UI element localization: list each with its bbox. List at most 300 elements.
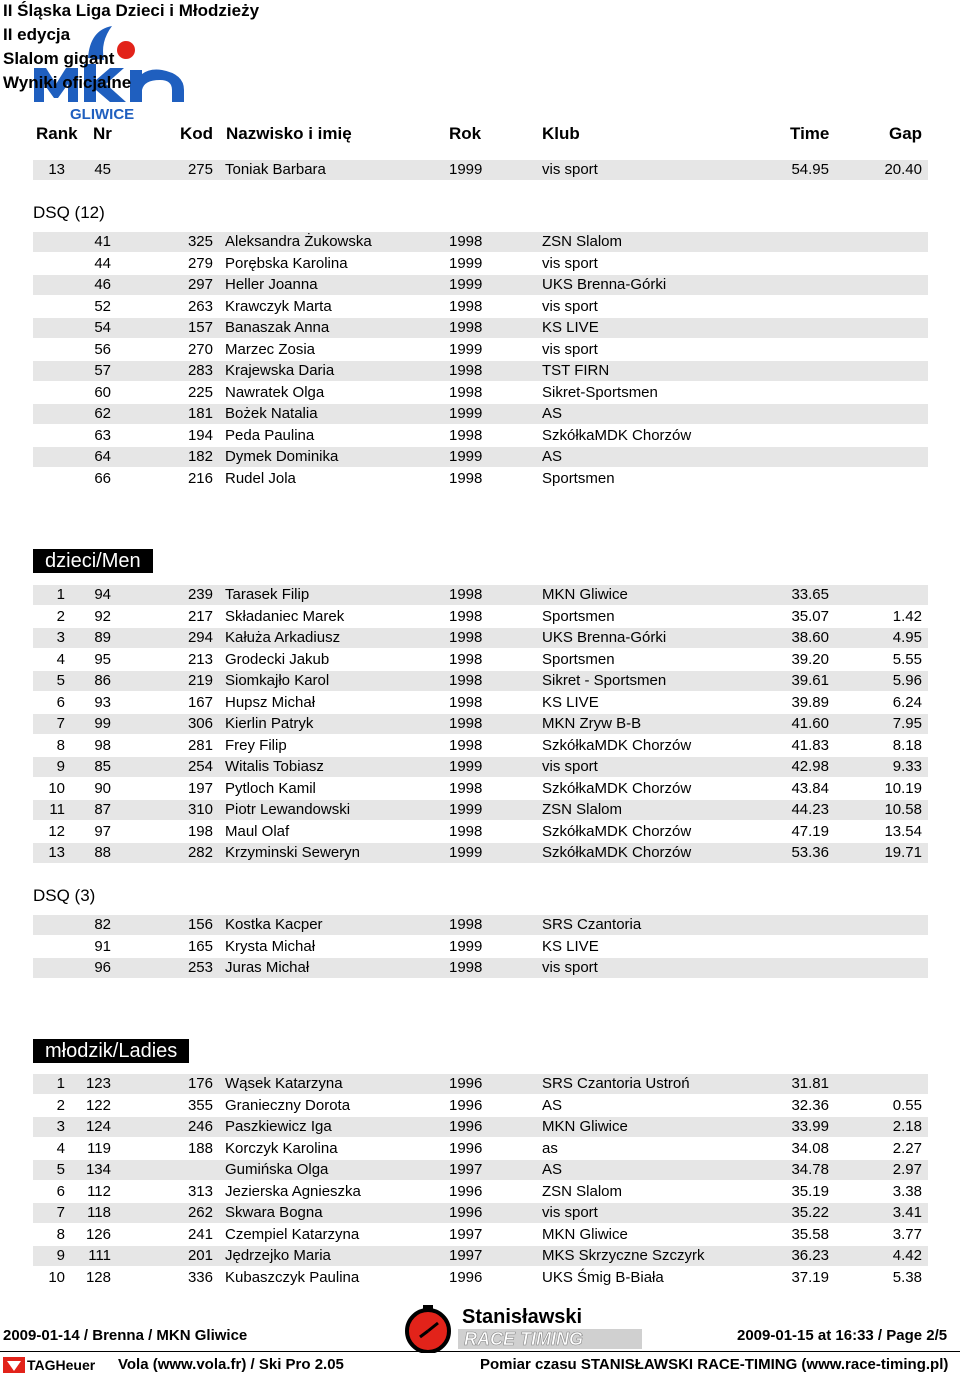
table-row: [33, 937, 928, 957]
cell-rok: 1996: [449, 1075, 483, 1092]
cell-kod: 283: [187, 362, 213, 379]
cell-kod: 194: [187, 426, 213, 444]
cell-time: 38.60: [791, 629, 829, 646]
table-row: [33, 160, 928, 180]
title-line-2: II edycja: [3, 25, 71, 44]
cell-name: Frey Filip: [225, 736, 287, 754]
cell-nr: 119: [87, 1139, 111, 1157]
cell-time: 42.98: [791, 758, 829, 775]
cell-klub: SRS Czantoria Ustroń: [542, 1075, 690, 1092]
table-row: [33, 736, 928, 756]
cell-kod: 176: [187, 1075, 213, 1092]
cell-name: Dymek Dominika: [225, 448, 339, 465]
table-row: [33, 469, 928, 489]
cell-kod: 201: [187, 1247, 213, 1264]
cell-klub: AS: [542, 448, 563, 465]
table-row: [33, 779, 928, 799]
cell-klub: Sikret - Sportsmen: [542, 672, 667, 689]
cell-nr: 41: [94, 233, 111, 250]
cell-klub: KS LIVE: [542, 937, 599, 955]
cell-time: 34.08: [791, 1139, 829, 1157]
cell-nr: 82: [94, 916, 111, 933]
cell-rok: 1996: [449, 1118, 483, 1135]
cell-rank: 10: [48, 1268, 65, 1286]
cell-name: Toniak Barbara: [225, 161, 326, 178]
cell-name: Banaszak Anna: [225, 319, 330, 336]
footer-event-info: 2009-01-14 / Brenna / MKN Gliwice: [3, 1327, 248, 1344]
cell-gap: 20.40: [884, 161, 922, 178]
cell-name: Hupsz Michał: [225, 693, 316, 711]
cell-nr: 62: [94, 405, 111, 422]
cell-time: 31.81: [791, 1075, 829, 1092]
table-row: [33, 822, 928, 842]
table-row: [33, 1096, 928, 1116]
cell-time: 35.19: [791, 1182, 829, 1200]
cell-klub: AS: [542, 405, 563, 422]
cell-time: 39.61: [791, 672, 829, 689]
table-row: [33, 383, 928, 403]
cell-rank: 2: [56, 607, 65, 625]
cell-name: Siomkajło Karol: [225, 672, 330, 689]
cell-klub: vis sport: [542, 161, 598, 178]
cell-nr: 89: [94, 629, 111, 646]
cell-time: 41.60: [791, 715, 829, 732]
cell-gap: 3.41: [892, 1204, 922, 1221]
cell-nr: 96: [94, 959, 111, 976]
cell-gap: 2.97: [892, 1161, 922, 1178]
cell-nr: 45: [94, 161, 111, 178]
cell-rank: 11: [49, 801, 65, 818]
cell-nr: 64: [94, 448, 111, 465]
cell-rok: 1999: [449, 801, 483, 818]
table-row: [33, 275, 928, 295]
cell-klub: TST FIRN: [542, 362, 610, 379]
table-row: [33, 607, 928, 627]
cell-gap: 10.58: [884, 801, 922, 818]
cell-nr: 94: [94, 586, 111, 603]
cell-time: 39.20: [791, 650, 829, 668]
cell-time: 35.22: [791, 1204, 829, 1221]
cell-rok: 1998: [449, 916, 483, 933]
cell-time: 33.99: [791, 1118, 829, 1135]
cell-name: Granieczny Dorota: [225, 1096, 351, 1114]
cell-kod: 167: [187, 693, 213, 711]
cell-kod: 254: [187, 758, 213, 775]
section-title-men: dzieci/Men: [33, 549, 153, 573]
cell-name: Czempiel Katarzyna: [225, 1225, 360, 1243]
cell-name: Krajewska Daria: [225, 362, 335, 379]
footer-rule: [0, 1351, 960, 1352]
cell-nr: 98: [94, 736, 111, 754]
cell-kod: 219: [187, 672, 213, 689]
cell-rok: 1997: [449, 1161, 483, 1178]
table-row: [33, 915, 928, 935]
cell-kod: 181: [187, 405, 213, 422]
cell-gap: 13.54: [884, 822, 922, 840]
cell-kod: 310: [187, 801, 213, 818]
cell-rank: 2: [56, 1096, 65, 1114]
cell-rok: 1996: [449, 1139, 483, 1157]
cell-rank: 4: [56, 1139, 65, 1157]
cell-name: Kałuża Arkadiusz: [225, 629, 341, 646]
cell-nr: 97: [94, 822, 111, 840]
cell-klub: SzkółkaMDK Chorzów: [542, 779, 692, 797]
cell-kod: 182: [187, 448, 213, 465]
rt-logo-bottom: RACE TIMING: [464, 1329, 583, 1349]
cell-name: Jezierska Agnieszka: [225, 1182, 361, 1200]
table-row: [33, 757, 928, 777]
cell-name: Gumińska Olga: [225, 1161, 329, 1178]
cell-klub: vis sport: [542, 758, 598, 775]
cell-klub: UKS Śmig B-Biała: [542, 1268, 664, 1286]
cell-klub: ZSN Slalom: [542, 1182, 623, 1200]
cell-nr: 92: [94, 607, 111, 625]
cell-gap: 7.95: [892, 715, 922, 732]
cell-rok: 1997: [449, 1225, 483, 1243]
cell-kod: 197: [187, 779, 213, 797]
cell-kod: 216: [187, 469, 213, 487]
cell-rok: 1999: [449, 276, 483, 293]
col-kod: Kod: [180, 124, 214, 143]
cell-name: Piotr Lewandowski: [225, 801, 351, 818]
col-rank: Rank: [36, 124, 78, 143]
cell-nr: 56: [94, 340, 111, 358]
cell-nr: 124: [85, 1118, 111, 1135]
cell-rank: 5: [56, 672, 65, 689]
cell-rank: 13: [48, 844, 65, 861]
cell-klub: SRS Czantoria: [542, 916, 642, 933]
cell-gap: 19.71: [884, 844, 922, 861]
cell-kod: 313: [187, 1182, 213, 1200]
cell-nr: 46: [94, 276, 111, 293]
table-row: [33, 297, 928, 317]
cell-rok: 1998: [449, 693, 483, 711]
cell-name: Rudel Jola: [225, 469, 296, 487]
table-row: [33, 800, 928, 820]
cell-kod: 253: [187, 959, 213, 976]
cell-name: Kubaszczyk Paulina: [225, 1268, 360, 1286]
cell-rok: 1998: [449, 650, 483, 668]
rt-logo-top: Stanisławski: [462, 1306, 583, 1328]
cell-time: 41.83: [791, 736, 829, 754]
cell-time: 37.19: [791, 1268, 829, 1286]
cell-klub: ZSN Slalom: [542, 801, 623, 818]
cell-gap: 10.19: [884, 779, 922, 797]
cell-gap: 0.55: [892, 1096, 922, 1114]
cell-klub: vis sport: [542, 1204, 598, 1221]
col-rok: Rok: [449, 124, 482, 143]
cell-rok: 1999: [449, 844, 483, 861]
cell-rok: 1998: [449, 426, 483, 444]
cell-time: 53.36: [791, 844, 829, 861]
cell-rank: 13: [48, 161, 65, 178]
cell-rok: 1998: [449, 629, 483, 646]
cell-kod: 225: [187, 383, 213, 401]
cell-rank: 9: [56, 1247, 65, 1264]
cell-klub: UKS Brenna-Górki: [542, 276, 667, 293]
cell-kod: 270: [187, 340, 213, 358]
col-klub: Klub: [542, 124, 580, 143]
cell-rok: 1998: [449, 383, 483, 401]
cell-klub: SzkółkaMDK Chorzów: [542, 736, 692, 754]
cell-rok: 1999: [449, 405, 483, 422]
table-row: [33, 1225, 928, 1245]
cell-kod: 262: [187, 1204, 213, 1221]
cell-gap: 8.18: [892, 736, 922, 754]
cell-klub: MKN Gliwice: [542, 1225, 628, 1243]
cell-rank: 7: [56, 1204, 65, 1221]
cell-gap: 6.24: [892, 693, 922, 711]
cell-kod: 239: [187, 586, 213, 603]
col-time: Time: [790, 124, 830, 143]
cell-nr: 88: [94, 844, 111, 861]
cell-nr: 99: [94, 715, 111, 732]
cell-nr: 90: [94, 779, 111, 797]
cell-time: 43.84: [791, 779, 829, 797]
cell-kod: 157: [187, 319, 213, 336]
cell-kod: 306: [187, 715, 213, 732]
cell-rok: 1999: [449, 448, 483, 465]
cell-rank: 1: [56, 1075, 65, 1092]
table-row: [33, 671, 928, 691]
cell-gap: 2.18: [892, 1118, 922, 1135]
title-line-1: II Śląska Liga Dzieci i Młodzieży: [3, 1, 260, 20]
cell-rok: 1996: [449, 1096, 483, 1114]
cell-klub: AS: [542, 1161, 563, 1178]
cell-rank: 10: [48, 779, 65, 797]
cell-rok: 1999: [449, 937, 483, 955]
table-row: [33, 340, 928, 360]
cell-gap: 5.55: [892, 650, 922, 668]
table-row: [33, 1182, 928, 1202]
cell-time: 35.58: [791, 1225, 829, 1243]
cell-rank: 1: [56, 586, 65, 603]
cell-nr: 126: [85, 1225, 111, 1243]
cell-time: 35.07: [791, 607, 829, 625]
cell-rok: 1998: [449, 715, 483, 732]
cell-rank: 5: [56, 1161, 65, 1178]
cell-kod: 355: [187, 1096, 213, 1114]
cell-rok: 1997: [449, 1247, 483, 1264]
cell-kod: 325: [187, 233, 213, 250]
cell-kod: 294: [187, 629, 213, 646]
cell-kod: 263: [187, 297, 213, 315]
cell-rok: 1998: [449, 736, 483, 754]
cell-kod: 279: [187, 254, 213, 272]
cell-rok: 1996: [449, 1268, 483, 1286]
cell-rok: 1998: [449, 233, 483, 250]
cell-name: Jędrzejko Maria: [225, 1247, 331, 1264]
cell-name: Bożek Natalia: [225, 405, 318, 422]
table-row: [33, 843, 928, 863]
race-timing-logo: [398, 1303, 644, 1353]
cell-klub: MKN Zryw B-B: [542, 715, 642, 732]
cell-name: Korczyk Karolina: [225, 1139, 338, 1157]
table-row: [33, 650, 928, 670]
cell-nr: 60: [94, 383, 111, 401]
dsq-label-1: DSQ (12): [33, 203, 105, 222]
cell-rok: 1998: [449, 586, 483, 603]
cell-rok: 1998: [449, 959, 483, 976]
cell-gap: 3.38: [892, 1182, 922, 1200]
cell-nr: 57: [94, 362, 111, 379]
logo-text: GLIWICE: [70, 106, 135, 122]
cell-name: Krzyminski Seweryn: [225, 844, 361, 861]
cell-name: Porębska Karolina: [225, 254, 348, 272]
cell-rank: 8: [56, 1225, 65, 1243]
cell-gap: 5.38: [892, 1268, 922, 1286]
footer-timing: Pomiar czasu STANISŁAWSKI RACE-TIMING (www.race-timing.pl): [480, 1356, 949, 1373]
cell-rok: 1999: [449, 758, 483, 775]
dsq-label-2: DSQ (3): [33, 886, 96, 905]
cell-kod: 198: [187, 822, 213, 840]
cell-rok: 1998: [449, 672, 483, 689]
cell-klub: MKN Gliwice: [542, 1118, 628, 1135]
cell-time: 33.65: [791, 586, 829, 603]
cell-klub: ZSN Slalom: [542, 233, 623, 250]
cell-klub: AS: [542, 1096, 563, 1114]
cell-name: Kierlin Patryk: [225, 715, 314, 732]
cell-kod: 275: [187, 161, 213, 178]
cell-kod: 241: [187, 1225, 213, 1243]
cell-rank: 12: [48, 822, 65, 840]
cell-rank: 3: [56, 629, 65, 646]
cell-klub: KS LIVE: [542, 319, 599, 336]
cell-nr: 44: [94, 254, 111, 272]
cell-rok: 1998: [449, 362, 483, 379]
cell-kod: 217: [187, 607, 213, 625]
cell-nr: 122: [85, 1096, 111, 1114]
cell-nr: 128: [85, 1268, 111, 1286]
cell-name: Aleksandra Żukowska: [225, 233, 372, 250]
cell-rok: 1998: [449, 607, 483, 625]
cell-nr: 95: [94, 650, 111, 668]
cell-klub: SzkółkaMDK Chorzów: [542, 426, 692, 444]
table-row: [33, 958, 928, 978]
title-line-3: Slalom gigant: [3, 49, 115, 68]
cell-time: 39.89: [791, 693, 829, 711]
cell-klub: vis sport: [542, 297, 598, 315]
cell-name: Heller Joanna: [225, 276, 318, 293]
cell-nr: 123: [85, 1075, 111, 1092]
cell-rok: 1998: [449, 822, 483, 840]
cell-nr: 87: [94, 801, 111, 818]
cell-name: Krysta Michał: [225, 937, 316, 955]
cell-name: Wąsek Katarzyna: [225, 1075, 343, 1092]
cell-name: Krawczyk Marta: [225, 297, 332, 315]
cell-time: 32.36: [791, 1096, 829, 1114]
table-row: [33, 1160, 928, 1180]
cell-name: Juras Michał: [225, 959, 310, 976]
cell-nr: 86: [94, 672, 111, 689]
cell-rok: 1998: [449, 319, 483, 336]
cell-rank: 6: [56, 1182, 65, 1200]
cell-rok: 1999: [449, 254, 483, 272]
cell-time: 44.23: [791, 801, 829, 818]
cell-nr: 93: [94, 693, 111, 711]
cell-kod: 246: [187, 1118, 213, 1135]
cell-klub: Sikret-Sportsmen: [542, 383, 658, 401]
cell-name: Tarasek Filip: [225, 586, 310, 603]
cell-kod: 213: [187, 650, 213, 668]
table-row: [33, 1203, 928, 1223]
cell-klub: Sportsmen: [542, 607, 615, 625]
cell-rank: 9: [56, 758, 65, 775]
cell-rank: 4: [56, 650, 65, 668]
cell-rok: 1998: [449, 469, 483, 487]
cell-time: 54.95: [791, 161, 829, 178]
cell-klub: Sportsmen: [542, 469, 615, 487]
cell-klub: KS LIVE: [542, 693, 599, 711]
tag-logo-text: TAGHeuer: [27, 1357, 96, 1373]
cell-nr: 111: [88, 1247, 111, 1264]
cell-kod: 281: [187, 736, 213, 754]
table-row: [33, 628, 928, 648]
cell-kod: 282: [187, 844, 213, 861]
cell-rok: 1999: [449, 161, 483, 178]
cell-name: Maul Olaf: [225, 822, 290, 840]
cell-rok: 1999: [449, 340, 483, 358]
col-gap: Gap: [889, 124, 923, 143]
cell-gap: 3.77: [892, 1225, 922, 1243]
table-row: [33, 693, 928, 713]
cell-klub: vis sport: [542, 254, 598, 272]
cell-name: Peda Paulina: [225, 426, 315, 444]
cell-nr: 112: [87, 1182, 111, 1200]
cell-nr: 118: [87, 1204, 111, 1221]
cell-nr: 66: [94, 469, 111, 487]
cell-klub: UKS Brenna-Górki: [542, 629, 667, 646]
cell-gap: 4.42: [892, 1247, 922, 1264]
cell-rok: 1996: [449, 1204, 483, 1221]
table-row: [33, 426, 928, 446]
col-name: Nazwisko i imię: [226, 124, 352, 143]
cell-gap: 9.33: [892, 758, 922, 775]
cell-klub: MKN Gliwice: [542, 586, 628, 603]
cell-nr: 85: [94, 758, 111, 775]
cell-nr: 63: [94, 426, 111, 444]
table-row: [33, 1246, 928, 1266]
cell-name: Nawratek Olga: [225, 383, 325, 401]
cell-klub: as: [542, 1139, 558, 1157]
cell-name: Kostka Kacper: [225, 916, 323, 933]
cell-nr: 54: [94, 319, 111, 336]
cell-klub: Sportsmen: [542, 650, 615, 668]
cell-name: Składaniec Marek: [225, 607, 345, 625]
cell-nr: 91: [94, 937, 111, 955]
cell-time: 34.78: [791, 1161, 829, 1178]
cell-rok: 1998: [449, 779, 483, 797]
table-row: [33, 447, 928, 467]
table-row: [33, 361, 928, 381]
table-row: [33, 1139, 928, 1159]
cell-rok: 1996: [449, 1182, 483, 1200]
table-row: [33, 1117, 928, 1137]
cell-gap: 2.27: [892, 1139, 922, 1157]
cell-name: Grodecki Jakub: [225, 650, 330, 668]
tag-heuer-logo: [3, 1355, 111, 1375]
cell-rank: 3: [56, 1118, 65, 1135]
cell-name: Skwara Bogna: [225, 1204, 323, 1221]
title-line-4: Wyniki oficjalne: [3, 73, 132, 92]
cell-gap: 4.95: [892, 629, 922, 646]
cell-kod: 156: [187, 916, 213, 933]
section-title-ladies: młodzik/Ladies: [33, 1039, 189, 1063]
cell-klub: vis sport: [542, 959, 598, 976]
cell-gap: 1.42: [892, 607, 922, 625]
table-row: [33, 232, 928, 252]
cell-rank: 6: [56, 693, 65, 711]
